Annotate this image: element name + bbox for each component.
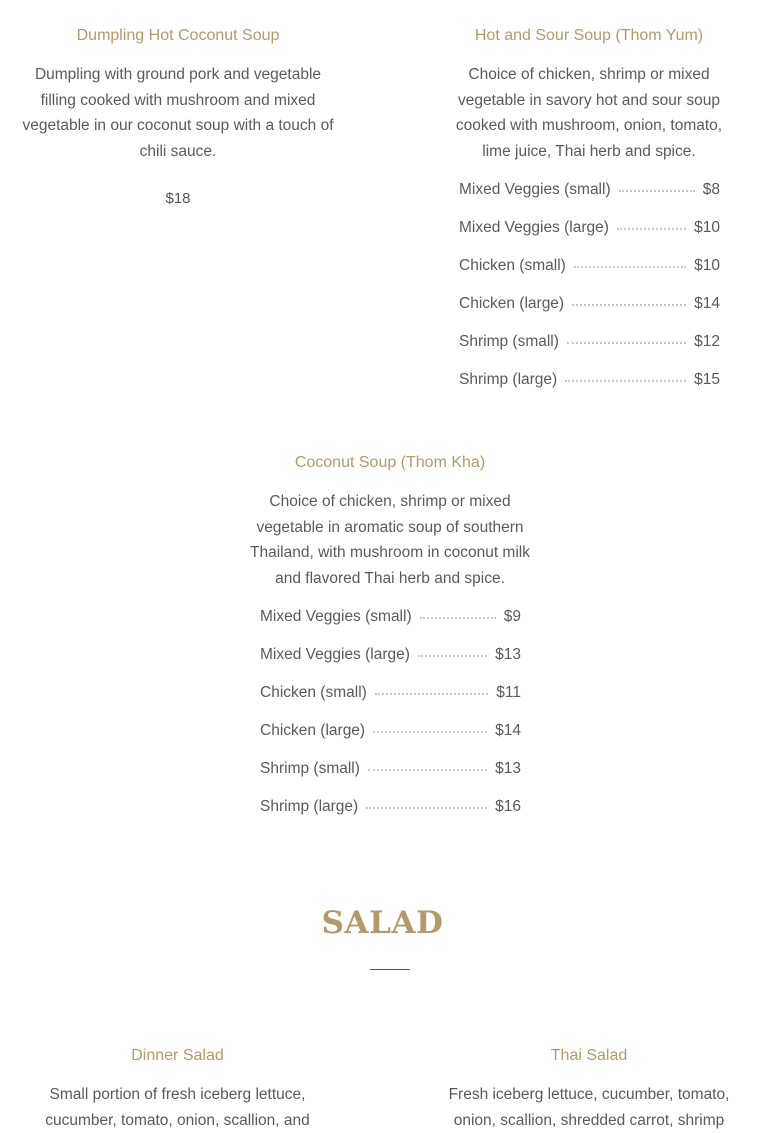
menu-item-thai-salad <box>436 1046 742 1133</box>
dot-leader <box>567 341 686 344</box>
dot-leader <box>617 227 686 230</box>
option-price: $9 <box>503 608 521 625</box>
price-list <box>260 608 521 836</box>
option-price: $13 <box>495 646 521 663</box>
option-label: Chicken (large) <box>459 295 565 312</box>
dot-leader <box>375 692 488 695</box>
price-row <box>260 760 521 798</box>
option-label: Shrimp (large) <box>459 371 558 388</box>
menu-item-hot-and-sour-soup <box>434 26 744 165</box>
price-row <box>459 295 720 333</box>
item-title: Thai Salad <box>550 1047 628 1064</box>
option-label: Chicken (small) <box>260 684 367 701</box>
price-row <box>260 646 521 684</box>
menu-item-dumpling-hot-coconut-soup <box>18 26 338 165</box>
option-price: $13 <box>495 760 521 777</box>
item-title: Hot and Sour Soup (Thom Yum) <box>474 27 704 44</box>
price-row <box>260 684 521 722</box>
item-description: Choice of chicken, shrimp or mixed vegetable in aromatic soup of southern Thailand, with mushroom in coconut milk and flavored Thai herb and spice. <box>250 493 530 588</box>
price-row <box>459 181 720 219</box>
price-row <box>459 257 720 295</box>
item-description: Dumpling with ground pork and vegetable filling cooked with mushroom and mixed vegetable in our coconut soup with a touch of chili sauce. <box>22 66 334 161</box>
item-title: Dumpling Hot Coconut Soup <box>76 27 280 44</box>
price-row <box>260 798 521 836</box>
item-description: Fresh iceberg lettuce, cucumber, tomato, onion, scallion, shredded carrot, shrimp <box>448 1086 730 1129</box>
option-price: $10 <box>694 219 720 236</box>
item-title: Dinner Salad <box>131 1047 224 1064</box>
dot-leader <box>418 654 487 657</box>
option-price: $12 <box>694 333 720 350</box>
dot-leader <box>366 806 487 809</box>
item-description: Small portion of fresh iceberg lettuce, cucumber, tomato, onion, scallion, and <box>45 1086 310 1129</box>
option-label: Mixed Veggies (large) <box>459 219 609 236</box>
option-price: $15 <box>694 371 720 388</box>
option-label: Shrimp (small) <box>260 760 360 777</box>
option-label: Mixed Veggies (large) <box>260 646 410 663</box>
menu-item-dinner-salad <box>30 1046 325 1133</box>
option-price: $10 <box>694 257 720 274</box>
dot-leader <box>420 616 496 619</box>
option-price: $14 <box>495 722 521 739</box>
option-price: $11 <box>496 684 521 701</box>
option-label: Shrimp (small) <box>459 333 559 350</box>
option-price: $14 <box>694 295 720 312</box>
menu-item-coconut-soup <box>236 453 544 592</box>
item-title: Coconut Soup (Thom Kha) <box>294 454 486 471</box>
dot-leader <box>619 189 695 192</box>
price-row <box>459 333 720 371</box>
section-heading-salad: SALAD <box>321 905 444 941</box>
price-row <box>459 371 720 409</box>
option-price: $16 <box>495 798 521 815</box>
price-list <box>459 181 720 409</box>
option-price: $8 <box>702 181 720 198</box>
item-price: $18 <box>165 190 191 207</box>
item-description: Choice of chicken, shrimp or mixed vegetable in savory hot and sour soup cooked with mushroom, onion, tomato, lime juice, Thai herb and spice. <box>455 66 723 161</box>
option-label: Mixed Veggies (small) <box>260 608 412 625</box>
dot-leader <box>574 265 686 268</box>
price-row <box>260 722 521 760</box>
option-label: Chicken (small) <box>459 257 566 274</box>
dot-leader <box>368 768 487 771</box>
option-label: Mixed Veggies (small) <box>459 181 611 198</box>
dot-leader <box>565 379 686 382</box>
option-label: Shrimp (large) <box>260 798 359 815</box>
section-divider <box>370 969 410 970</box>
dot-leader <box>373 730 487 733</box>
dot-leader <box>572 303 686 306</box>
price-row <box>459 219 720 257</box>
price-row <box>260 608 521 646</box>
option-label: Chicken (large) <box>260 722 366 739</box>
